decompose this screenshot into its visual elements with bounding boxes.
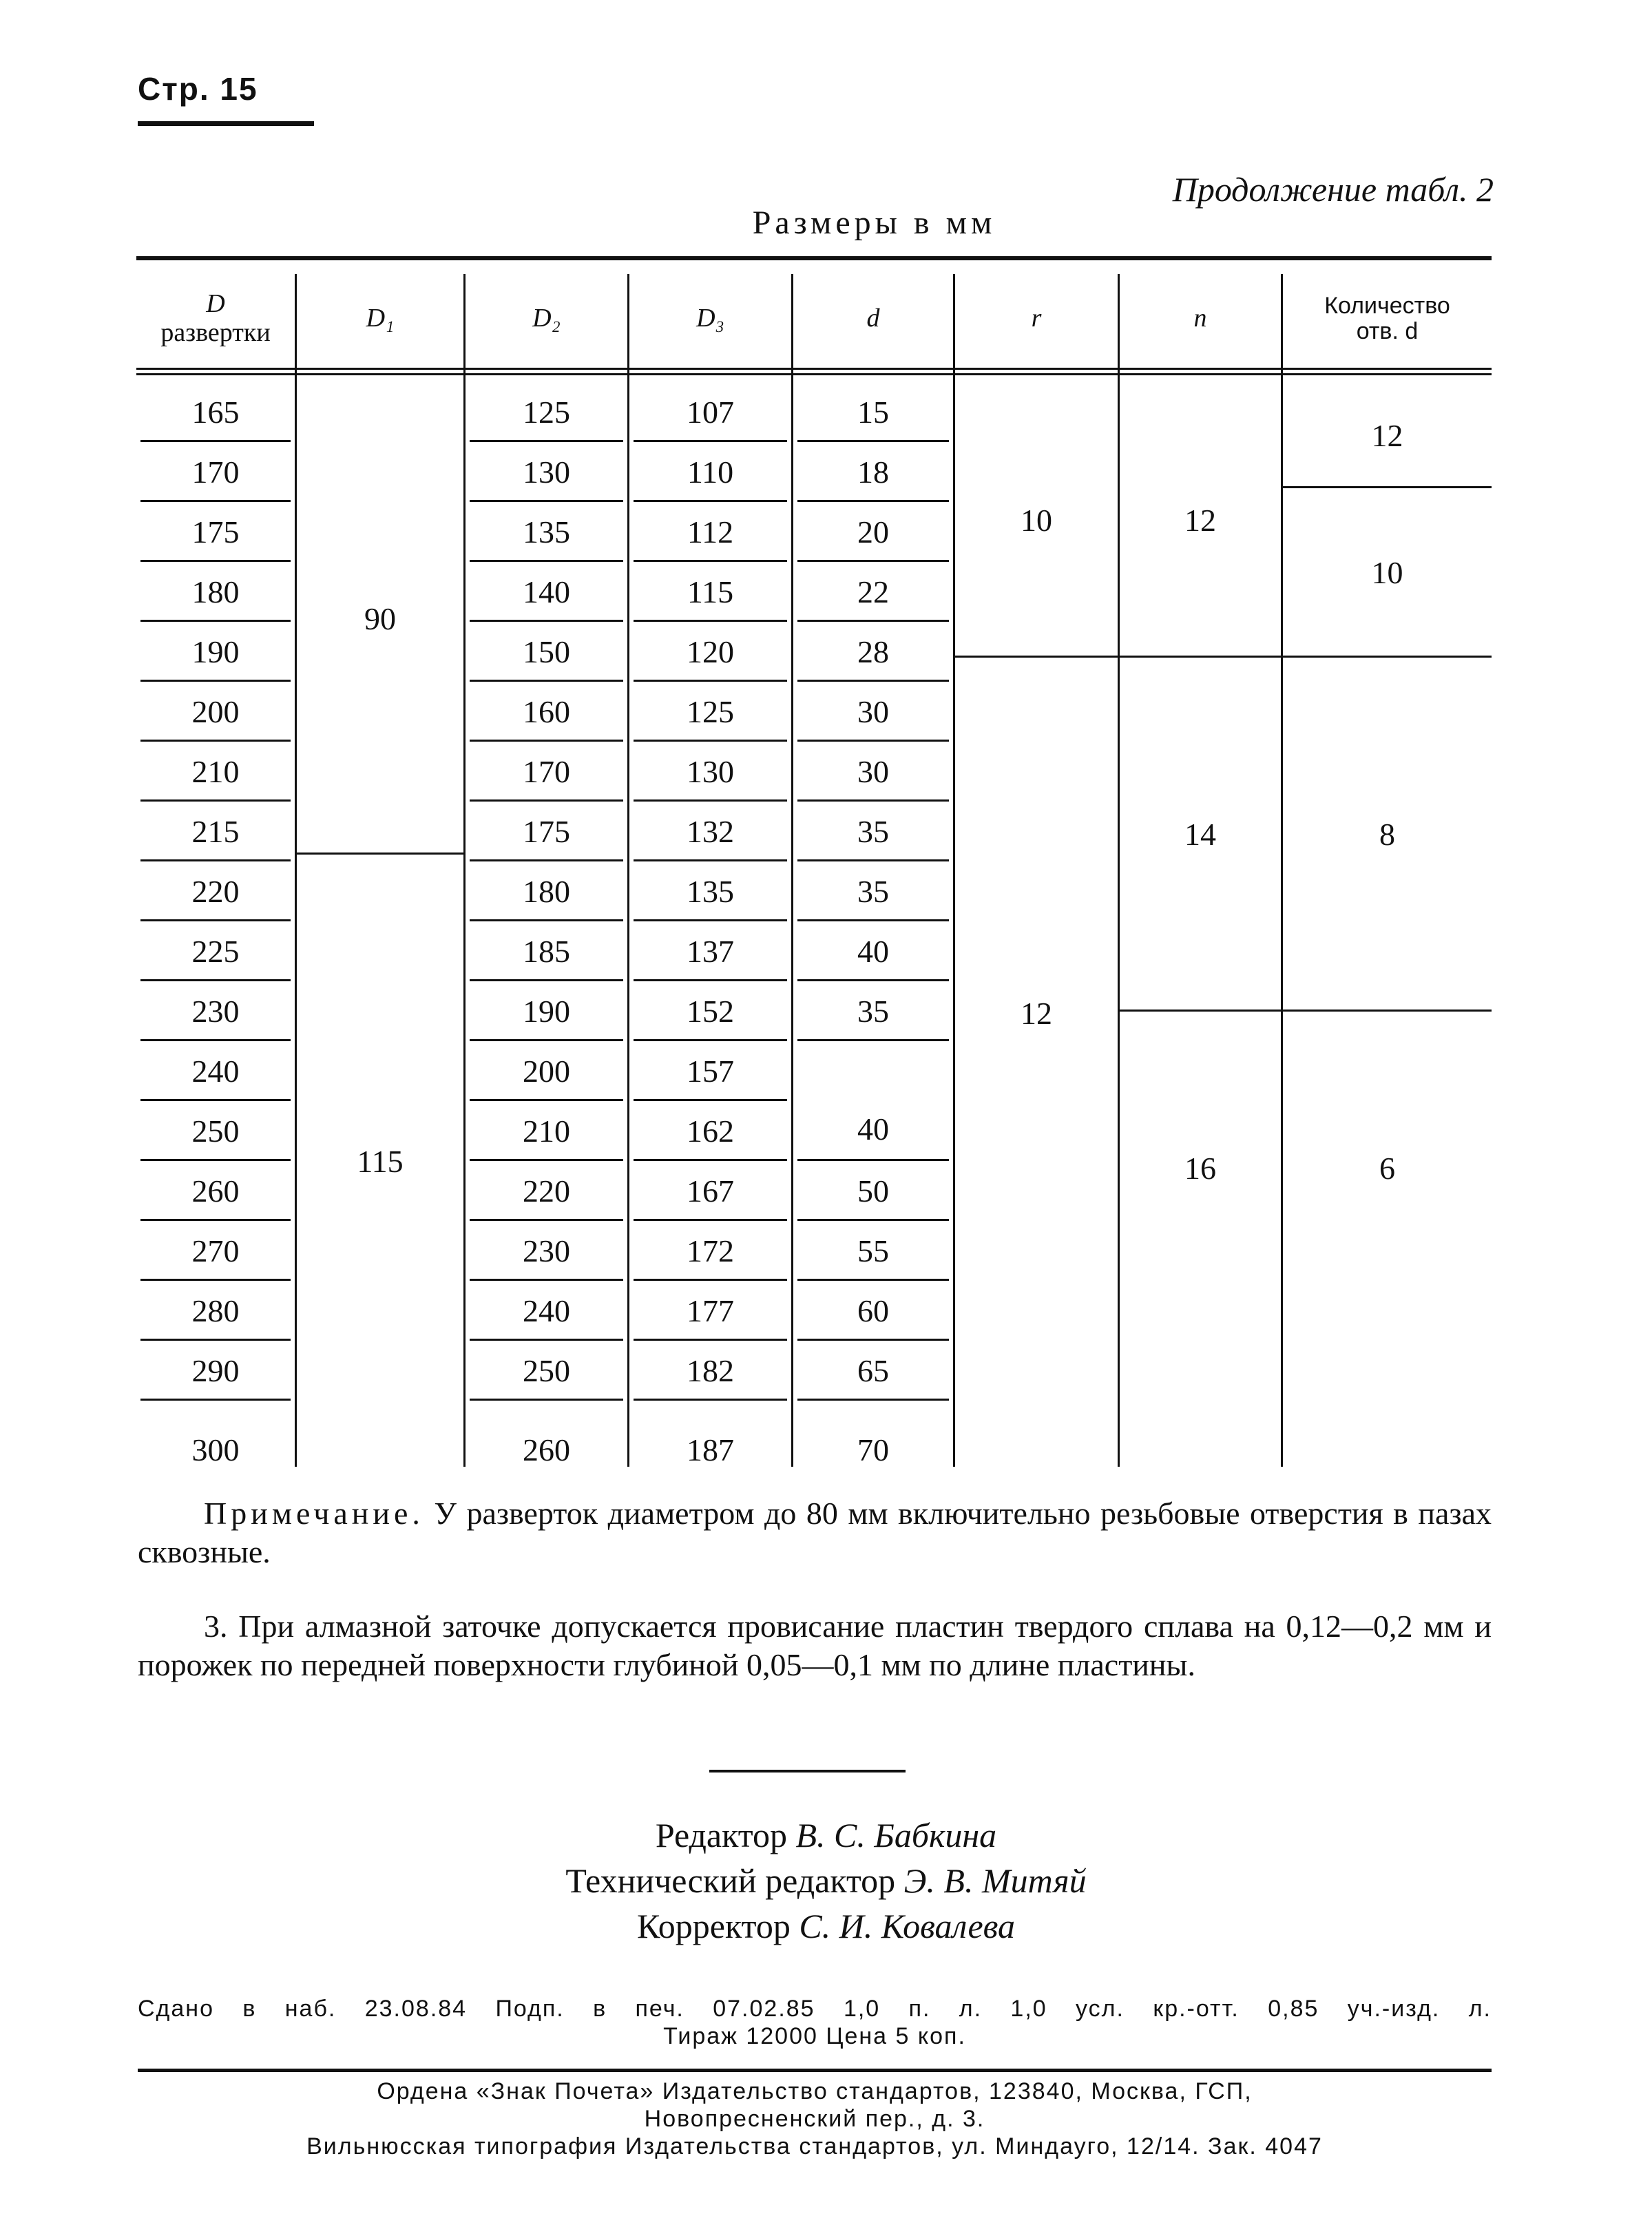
item-3-text: 3. При алмазной заточке допускается провисание пластин твердого сплава на 0,12—0,2 мм и порожек по передней поверхности глубиной 0,05—0,1 мм по длине пластины. [138,1609,1492,1682]
cell-d-175: 20 [857,514,889,550]
page-number: Стр. 15 [138,71,258,107]
cell-d3-210: 130 [687,754,734,789]
credit-editor [0,1812,1652,1858]
row-rule [140,1099,291,1101]
cell-d-225: 225 [191,934,240,969]
row-rule [634,560,787,562]
row-rule [140,620,291,622]
row-rule [634,1339,787,1341]
cell-d2-300: 260 [523,1432,570,1467]
row-rule [470,1279,623,1281]
cell-d-290: 290 [191,1353,240,1388]
D1-group-115: 115 [357,1143,404,1179]
row-rule [140,680,291,682]
credit-editor-name: В. С. Бабкина [795,1816,997,1854]
header-rule-2 [136,373,1492,375]
cell-d2-190: 150 [523,634,570,669]
cell-d-240: 240 [191,1054,240,1089]
count-group-6: 6 [1379,1150,1395,1186]
row-rule [470,560,623,562]
d-merged-240-250: 40 [857,1111,889,1147]
row-rule [140,1339,291,1341]
cell-d-220: 35 [857,874,889,909]
header-count [1283,270,1492,368]
cell-d3-190: 120 [687,634,734,669]
cell-d-260: 50 [857,1173,889,1209]
row-rule [470,859,623,861]
row-rule [634,1099,787,1101]
cell-d-190: 190 [191,634,240,669]
imprint-line-1: Сдано в наб. 23.08.84 Подп. в печ. 07.02.85 1,0 п. л. 1,0 усл. кр.-отт. 0,85 уч.-изд. л. [138,1996,1492,2022]
row-rule [634,859,787,861]
cell-d-270: 55 [857,1233,889,1268]
cell-d2-220: 180 [523,874,570,909]
cell-d-300: 70 [857,1432,889,1467]
cell-d3-180: 115 [687,574,734,609]
header-D1-label: D₁ [366,304,395,333]
row-rule [470,1219,623,1221]
row-rule [634,979,787,981]
cell-d-230: 230 [191,994,240,1029]
row-rule [797,1219,949,1221]
row-rule [470,1339,623,1341]
cell-d-250: 250 [191,1113,240,1149]
cell-d2-290: 250 [523,1353,570,1388]
header-D3 [629,270,791,368]
row-rule [634,1399,787,1401]
row-rule [140,440,291,442]
row-rule [634,1279,787,1281]
section-divider [709,1770,906,1772]
row-rule [797,859,949,861]
row-rule [140,859,291,861]
row-rule [634,500,787,502]
note-text: У разверток диаметром до 80 мм включительно резьбовые отверстия в пазах сквозные. [138,1496,1492,1569]
units-caption [0,204,1652,242]
cell-d3-290: 182 [687,1353,734,1388]
count-group-12: 12 [1371,417,1403,453]
cell-d2-180: 140 [523,574,570,609]
cell-d2-175: 135 [523,514,570,550]
units-text: Размеры в мм [752,205,996,241]
credit-editor-role: Редактор [655,1816,787,1854]
credits [0,1812,1652,1949]
row-rule [140,979,291,981]
row-rule [470,1399,623,1401]
cell-d3-200: 125 [687,694,734,729]
header-D [136,270,295,368]
note-label: Примечание. [204,1496,424,1531]
header-D1 [297,270,463,368]
row-rule [797,680,949,682]
row-rule [797,1039,949,1041]
cell-d2-270: 230 [523,1233,570,1268]
credit-corrector-name: С. И. Ковалева [799,1907,1016,1945]
row-rule [140,1279,291,1281]
row-rule [140,1159,291,1161]
header-D-sub: развертки [160,318,271,347]
cell-d3-300: 187 [687,1432,734,1467]
cell-d3-165: 107 [687,395,734,430]
credit-tech-editor [0,1858,1652,1903]
cell-d-225: 40 [857,934,889,969]
cell-d2-215: 175 [523,814,570,849]
row-rule [797,440,949,442]
cell-d-165: 165 [191,395,240,430]
cell-d3-270: 172 [687,1233,734,1268]
header-n [1120,270,1281,368]
cell-d3-225: 137 [687,934,734,969]
row-rule [470,1039,623,1041]
n-group-16: 16 [1184,1150,1216,1186]
cell-d2-280: 240 [523,1293,570,1328]
row-rule [470,740,623,742]
row-rule [470,799,623,802]
cell-d-280: 280 [191,1293,240,1328]
dimensions-table [136,256,1492,1467]
cell-d-180: 22 [857,574,889,609]
row-rule [797,740,949,742]
table-continuation-label: Продолжение табл. 2 [1172,170,1494,209]
header-D2-label: D₂ [532,304,561,333]
D1-group-90: 90 [364,600,396,636]
imprint-line-3: Ордена «Знак Почета» Издательство стандартов, 123840, Москва, ГСП, [377,2078,1253,2104]
r-group-10: 10 [1021,502,1052,538]
cell-d-230: 35 [857,994,889,1029]
row-rule [634,1219,787,1221]
page-number-rule [138,121,314,126]
n-group-12: 12 [1184,502,1216,538]
row-rule [634,740,787,742]
row-rule [634,1159,787,1161]
imprint-line-2: Тираж 12000 Цена 5 коп. [663,2023,966,2049]
header-count-line2-text: отв. d [1356,318,1419,344]
row-rule [634,799,787,802]
cell-d3-170: 110 [687,454,734,490]
credit-corrector [0,1903,1652,1949]
cell-d2-165: 125 [523,395,570,430]
item-3 [138,1607,1492,1684]
imprint-rule [138,2069,1492,2072]
header-r [955,270,1118,368]
table-note [138,1494,1492,1571]
row-rule [634,680,787,682]
cell-d-300: 300 [191,1432,240,1467]
cell-d-175: 175 [191,514,240,550]
cell-d-180: 180 [191,574,240,609]
cell-d-280: 60 [857,1293,889,1328]
header-D3-label: D₃ [696,304,724,333]
D1-group-divider [297,853,463,855]
cell-d-260: 260 [191,1173,240,1209]
cell-d-170: 18 [857,454,889,490]
cell-d2-250: 210 [523,1113,570,1149]
cell-d3-250: 162 [687,1113,734,1149]
cell-d-215: 35 [857,814,889,849]
note-paragraph [138,1494,1492,1571]
cell-d-290: 65 [857,1353,889,1388]
cell-d3-220: 135 [687,874,734,909]
row-rule [140,500,291,502]
row-rule [634,440,787,442]
cell-d-220: 220 [191,874,240,909]
cell-d2-225: 185 [523,934,570,969]
cell-d2-230: 190 [523,994,570,1029]
row-rule [470,440,623,442]
cell-d3-230: 152 [687,994,734,1029]
cell-d-170: 170 [191,454,240,490]
row-rule [634,1039,787,1041]
row-rule [470,979,623,981]
row-rule [140,919,291,921]
cell-d3-280: 177 [687,1293,734,1328]
cell-d3-175: 112 [687,514,734,550]
count-group-10: 10 [1371,554,1403,590]
cell-d-190: 28 [857,634,889,669]
credit-tech-role: Технический редактор [565,1861,896,1900]
cell-d2-200: 160 [523,694,570,729]
row-rule [140,1039,291,1041]
row-rule [140,740,291,742]
row-rule [140,560,291,562]
table-top-rule [136,256,1492,260]
cell-d-200: 200 [191,694,240,729]
header-count-line2 [1357,319,1419,344]
cell-d-165: 15 [857,395,889,430]
imprint-line-5: Вильнюсская типография Издательства стандартов, ул. Миндауго, 12/14. Зак. 4047 [306,2133,1323,2159]
n-group-divider-2 [1120,1010,1281,1012]
row-rule [797,500,949,502]
row-rule [140,799,291,802]
r-group-12: 12 [1021,995,1052,1031]
count-group-divider-2 [1283,656,1492,658]
credit-tech-name: Э. В. Митяй [903,1861,1087,1900]
credit-corrector-role: Корректор [636,1907,791,1945]
row-rule [797,919,949,921]
header-D-symbol: D [206,289,225,319]
header-d [793,270,953,368]
cell-d3-240: 157 [687,1054,734,1089]
cell-d-210: 30 [857,754,889,789]
row-rule [797,1339,949,1341]
row-rule [797,560,949,562]
row-rule [470,500,623,502]
row-rule [797,799,949,802]
row-rule [470,1099,623,1101]
header-r-label: r [1031,304,1042,333]
row-rule [797,1399,949,1401]
row-rule [470,919,623,921]
row-rule [140,1399,291,1401]
cell-d2-170: 130 [523,454,570,490]
count-group-divider-1 [1283,486,1492,488]
n-group-divider-1 [1120,656,1281,658]
count-group-8: 8 [1379,816,1395,852]
cell-d2-260: 220 [523,1173,570,1209]
cell-d3-215: 132 [687,814,734,849]
row-rule [470,680,623,682]
count-group-divider-3 [1283,1010,1492,1012]
header-D2 [466,270,627,368]
cell-d2-240: 200 [523,1054,570,1089]
row-rule [797,979,949,981]
cell-d-215: 215 [191,814,240,849]
imprint-line-4: Новопресненский пер., д. 3. [644,2106,985,2132]
row-rule [797,620,949,622]
header-n-label: n [1193,304,1207,333]
header-count-line1: Количество [1324,292,1450,319]
n-group-14: 14 [1184,816,1216,852]
row-rule [470,620,623,622]
row-rule [140,1219,291,1221]
cell-d-270: 270 [191,1233,240,1268]
cell-d2-210: 170 [523,754,570,789]
row-rule [634,620,787,622]
row-rule [470,1159,623,1161]
r-group-divider [955,656,1118,658]
row-rule [797,1279,949,1281]
cell-d-200: 30 [857,694,889,729]
cell-d3-260: 167 [687,1173,734,1209]
header-rule-1 [136,368,1492,370]
row-rule [634,919,787,921]
cell-d-210: 210 [191,754,240,789]
header-d-label: d [866,304,880,333]
